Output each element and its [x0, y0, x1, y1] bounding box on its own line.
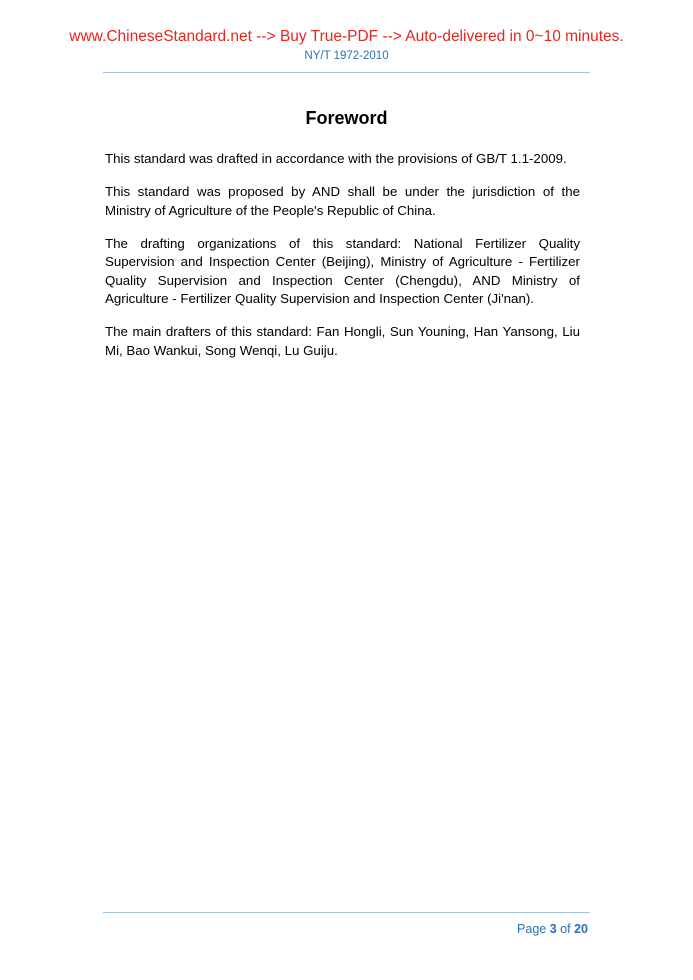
total-pages: 20: [574, 922, 588, 936]
footer-divider: [103, 912, 590, 913]
page-number: [517, 922, 588, 936]
header-divider: [103, 72, 590, 73]
promo-banner[interactable]: www.ChineseStandard.net --> Buy True-PDF --> Auto-delivered in 0~10 minutes.: [69, 28, 624, 45]
paragraph-drafting-organizations: The drafting organizations of this standard: National Fertilizer Quality Supervision and Inspection Center (Beijing), Ministry of Agriculture - Fertilizer Quality Supervision and Inspection Center (Chengdu), AND Ministry of Agriculture - Fertilizer Quality Supervision and Inspection Center (Ji'nan).: [105, 235, 580, 306]
current-page: 3: [549, 922, 557, 936]
paragraph-jurisdiction: This standard was proposed by AND shall be under the jurisdiction of the Ministry of Agriculture of the People's Republic of China.: [105, 184, 580, 218]
of-word: of: [560, 922, 571, 936]
document-code: NY/T 1972-2010: [304, 50, 389, 62]
paragraph-main-drafters: The main drafters of this standard: Fan Hongli, Sun Youning, Han Yansong, Liu Mi, Bao Wankui, Song Wenqi, Lu Guiju.: [105, 324, 580, 358]
paragraph-drafting-rules: This standard was drafted in accordance with the provisions of GB/T 1.1-2009.: [105, 151, 567, 166]
foreword-body: [105, 150, 580, 375]
page-word: Page: [517, 922, 547, 936]
page-title: Foreword: [305, 108, 388, 128]
